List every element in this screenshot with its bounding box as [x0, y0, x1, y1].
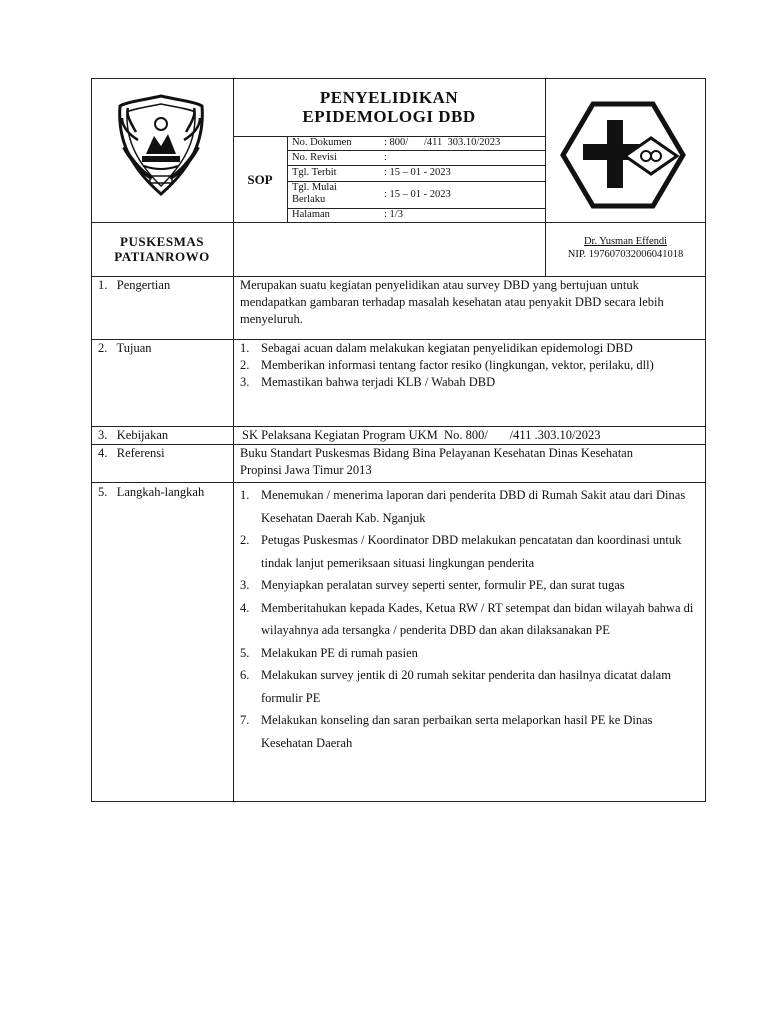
body-column-divider — [233, 276, 234, 802]
section-label-pengertian: 1. Pengertian — [98, 278, 171, 292]
meta-value-no-dokumen: : 800/ /411 303.10/2023 — [384, 137, 501, 148]
list-item: 5. Melakukan PE di rumah pasien — [240, 645, 418, 660]
organization-name — [91, 234, 233, 264]
title-line-1: PENYELIDIKAN — [319, 88, 459, 107]
title-line-2: EPIDEMOLOGI DBD — [302, 107, 476, 126]
section-text-kebijakan: SK Pelaksana Kegiatan Program UKM No. 800/ /411 .303.10/2023 — [242, 428, 601, 442]
list-item: 6. Melakukan survey jentik di 20 rumah sekitar penderita dan hasilnya dicatat dalam formulir PE — [240, 668, 671, 705]
section-text-referensi: Buku Standart Puskesmas Bidang Bina Pelayanan Kesehatan Dinas Kesehatan Propinsi Jawa Timur 2013 — [240, 446, 633, 477]
list-item: 3. Menyiapkan peralatan survey seperti senter, formulir PE, dan surat tugas — [240, 578, 625, 592]
meta-value-no-revisi: : — [384, 152, 387, 163]
meta-label-tgl-terbit: Tgl. Terbit — [292, 167, 337, 178]
section-label-referensi: 4. Referensi — [98, 446, 165, 460]
sop-label: SOP — [247, 172, 273, 187]
document-title — [233, 88, 545, 126]
section-label-kebijakan: 3. Kebijakan — [98, 428, 169, 442]
sop-cell-divider — [287, 136, 288, 222]
regional-emblem-logo — [106, 92, 216, 200]
organization-line-1: PUSKESMAS — [120, 234, 204, 249]
meta-label-halaman: Halaman — [292, 209, 330, 220]
meta-value-tgl-terbit: : 15 – 01 - 2023 — [384, 167, 451, 178]
list-item: 7. Melakukan konseling dan saran perbaikan serta melaporkan hasil PE ke Dinas Kesehatan Daerah — [240, 713, 653, 750]
section-text-pengertian: Merupakan suatu kegiatan penyelidikan atau survey DBD yang bertujuan untuk mendapatkan gambaran terhadap masalah kesehatan atau penyakit DBD secara lebih menyeluruh. — [240, 278, 664, 326]
section-label-langkah: 5. Langkah-langkah — [98, 485, 205, 499]
list-item: 2. Memberikan informasi tentang factor resiko (lingkungan, vektor, perilaku, dll) — [240, 358, 654, 372]
header-band-line — [91, 222, 706, 223]
meta-label-no-revisi: No. Revisi — [292, 152, 337, 163]
organization-line-2: PATIANROWO — [114, 249, 210, 264]
puskesmas-logo — [559, 100, 687, 210]
section-list-tujuan — [240, 340, 695, 391]
meta-label-no-dokumen: No. Dokumen — [292, 137, 352, 148]
meta-row-line — [287, 165, 545, 166]
meta-value-halaman: : 1/3 — [384, 209, 403, 220]
list-item: 4. Memberitahukan kepada Kades, Ketua RW / RT setempat dan bidan wilayah bahwa di wilayahnya ada tersangka / penderita DBD dan akan dilaksanakan PE — [240, 600, 694, 637]
meta-row-line — [287, 150, 545, 151]
signatory-name: Dr. Yusman Effendi — [583, 236, 668, 247]
signatory-nip: NIP. 197607032006041018 — [567, 249, 684, 260]
list-item: 2. Petugas Puskesmas / Koordinator DBD melakukan pencatatan dan koordinasi untuk tindak lanjut pemeriksaan situasi lingkungan penderita — [240, 533, 682, 570]
meta-value-tgl-mulai: : 15 – 01 - 2023 — [384, 189, 451, 200]
section-label-tujuan: 2. Tujuan — [98, 341, 152, 355]
section-list-langkah — [240, 484, 700, 754]
list-item: 1. Sebagai acuan dalam melakukan kegiatan penyelidikan epidemologi DBD — [240, 341, 633, 355]
meta-label-tgl-mulai: Tgl. Mulai Berlaku — [292, 182, 337, 205]
list-item: 1. Menemukan / menerima laporan dari penderita DBD di Rumah Sakit atau dari Dinas Kesehatan Daerah Kab. Nganjuk — [240, 488, 686, 525]
list-item: 3. Memastikan bahwa terjadi KLB / Wabah DBD — [240, 375, 496, 389]
row-line — [91, 482, 706, 483]
